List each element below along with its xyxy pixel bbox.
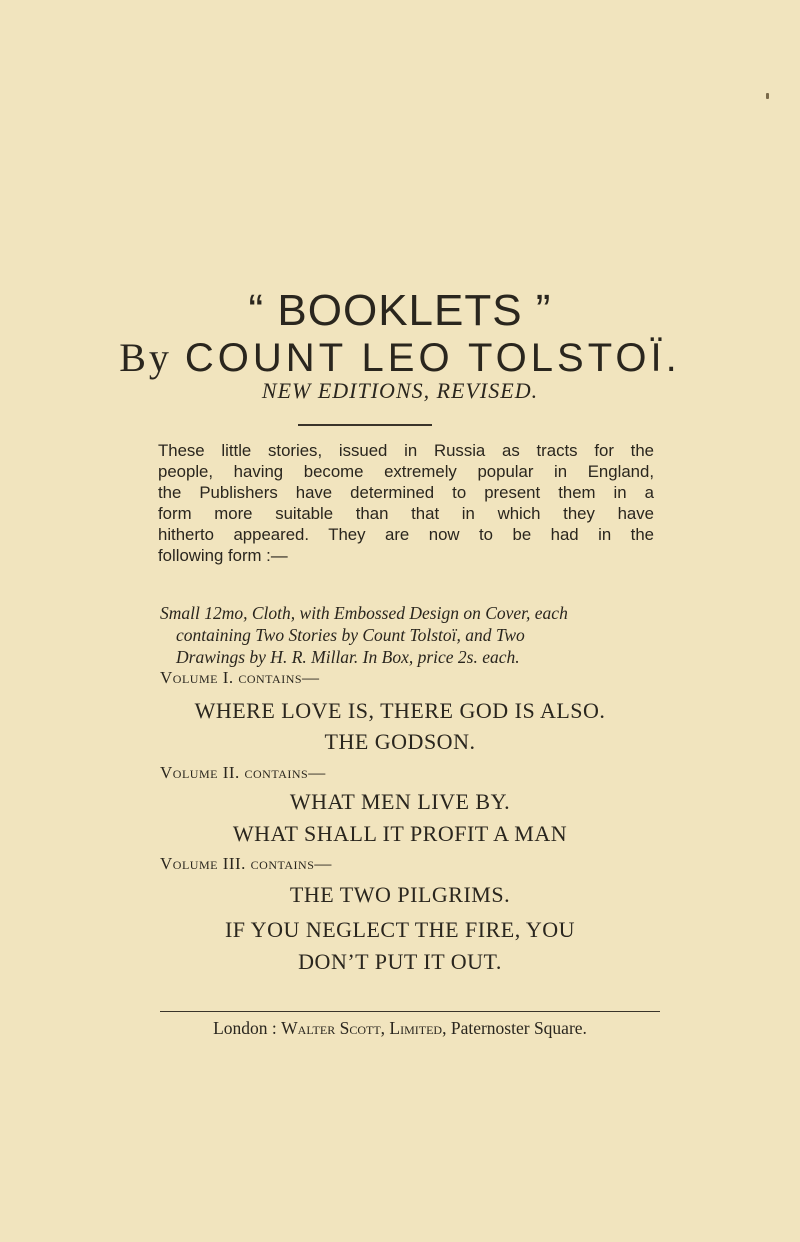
imprint-address: Paternoster Square. — [450, 1018, 587, 1038]
edition-subtitle: NEW EDITIONS, REVISED. — [261, 378, 539, 403]
paper-mark — [766, 93, 769, 99]
format-line: containing Two Stories by Count Tolstoï, and Two — [176, 625, 525, 645]
intro-line: the Publishers have determined to present them in a — [158, 483, 654, 502]
author-name: COUNT LEO TOLSTOÏ. — [184, 336, 681, 380]
story-title: THE GODSON. — [324, 729, 476, 754]
intro-line: These little stories, issued in Russia as tracts for the — [158, 441, 654, 460]
format-line: Small 12mo, Cloth, with Embossed Design on Cover, each — [160, 603, 568, 623]
story-title: WHERE LOVE IS, THERE GOD IS ALSO. — [194, 698, 606, 723]
intro-line: following form :— — [158, 546, 288, 565]
imprint-place: London : — [213, 1018, 277, 1038]
imprint-divider — [160, 1011, 660, 1012]
intro-line: people, having become extremely popular in England, — [158, 462, 654, 481]
page-title: “ BOOKLETS ” — [248, 286, 552, 335]
volume-3-label: Volume III. contains— — [160, 854, 332, 873]
intro-paragraph — [158, 440, 654, 566]
imprint-publisher: Walter Scott, Limited, — [281, 1018, 447, 1038]
volume-2-label: Volume II. contains— — [160, 763, 326, 782]
intro-line: form more suitable than that in which they have — [158, 504, 654, 523]
format-line: Drawings by H. R. Millar. In Box, price 2s. each. — [176, 647, 520, 667]
title-divider — [298, 424, 432, 426]
story-title: DON’T PUT IT OUT. — [298, 949, 502, 974]
byline-prefix: By — [119, 335, 172, 380]
volume-1-label: Volume I. contains— — [160, 668, 320, 687]
story-title: IF YOU NEGLECT THE FIRE, YOU — [224, 917, 576, 942]
format-description — [160, 602, 660, 668]
publisher-imprint — [0, 1018, 800, 1039]
story-title: WHAT SHALL IT PROFIT A MAN — [232, 821, 568, 846]
author-byline — [0, 334, 800, 381]
intro-line: hitherto appeared. They are now to be had in the — [158, 525, 654, 544]
story-title: THE TWO PILGRIMS. — [289, 882, 511, 907]
story-title: WHAT MEN LIVE BY. — [289, 789, 511, 814]
